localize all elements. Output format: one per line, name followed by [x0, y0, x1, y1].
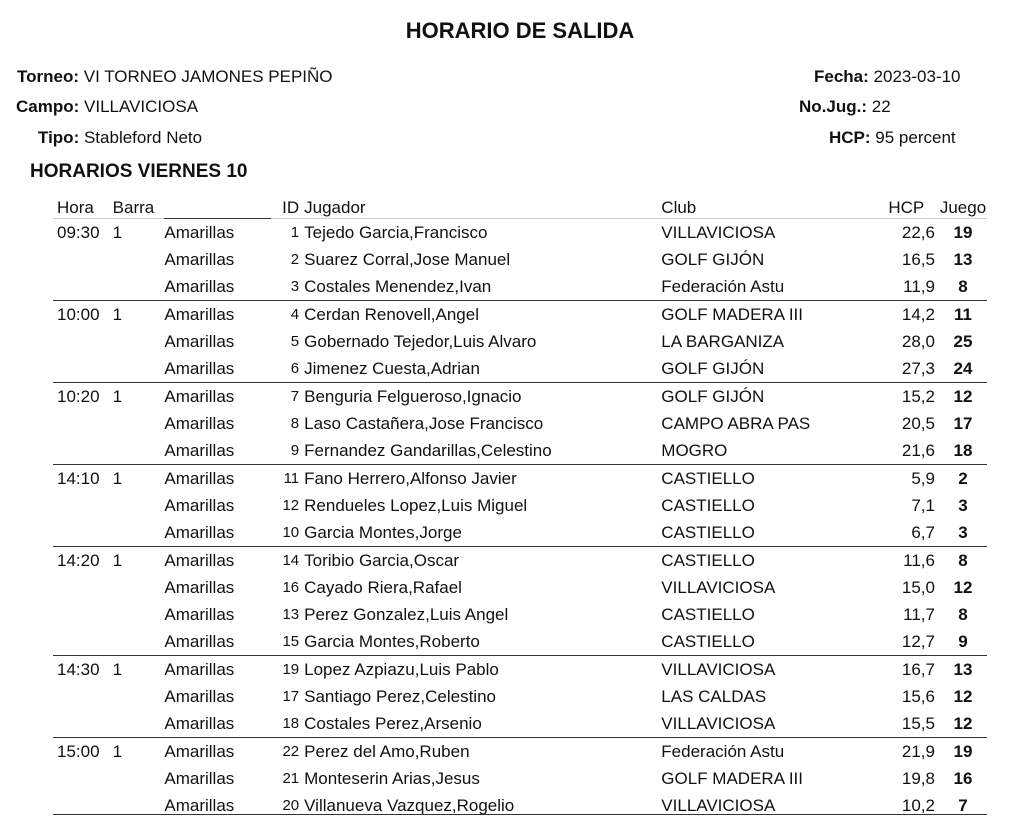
player-tee: Amarillas: [164, 631, 235, 651]
player-tee: Amarillas: [164, 249, 235, 269]
table-row: [53, 383, 987, 411]
group-hora: [53, 765, 113, 792]
player-name: Suarez Corral,Jose Manuel: [304, 249, 511, 269]
campo-field: [16, 97, 198, 117]
group-hora: [53, 574, 113, 601]
player-tee: Amarillas: [164, 358, 235, 378]
player-id: 8: [290, 415, 300, 432]
table-row: [53, 765, 987, 792]
player-tee: Amarillas: [164, 656, 271, 684]
player-tee: Amarillas: [164, 522, 235, 542]
group-hora: [53, 437, 113, 465]
group-hora: 15:00: [53, 738, 113, 766]
player-id: 3: [290, 278, 300, 295]
player-id: 12: [282, 497, 300, 514]
player-tee: Amarillas: [164, 686, 235, 706]
player-hcp: 15,2: [878, 383, 939, 411]
table-row: [53, 710, 987, 738]
player-tee: Amarillas: [164, 276, 235, 296]
group-barra: [113, 710, 165, 738]
player-juego: 12: [939, 383, 987, 411]
player-club: CAMPO ABRA PAS: [661, 413, 811, 433]
player-hcp: 15,6: [901, 686, 935, 706]
fecha-label: Fecha:: [814, 67, 869, 86]
table-row: [53, 328, 987, 355]
group-barra: [113, 246, 165, 273]
group-barra: [113, 355, 165, 383]
table-row: [53, 656, 987, 684]
table-row: [53, 601, 987, 628]
col-hora: Hora: [53, 194, 113, 219]
col-tee: [164, 194, 271, 219]
player-name: Tejedo Garcia,Francisco: [304, 219, 661, 247]
player-tee: Amarillas: [164, 577, 235, 597]
group-barra: [113, 683, 165, 710]
player-juego: 13: [953, 249, 973, 269]
col-barra: Barra: [113, 194, 165, 219]
player-id: 5: [290, 333, 300, 350]
player-club: CASTIELLO: [661, 631, 755, 651]
player-name: Gobernado Tejedor,Luis Alvaro: [304, 331, 537, 351]
group-hora: [53, 683, 113, 710]
nojug-label: No.Jug.:: [799, 97, 867, 116]
player-id: 9: [290, 442, 300, 459]
player-name: Garcia Montes,Roberto: [304, 631, 480, 651]
player-tee: Amarillas: [164, 768, 235, 788]
player-tee: Amarillas: [164, 331, 235, 351]
group-hora: [53, 410, 113, 437]
player-tee: Amarillas: [164, 413, 235, 433]
player-juego: 8: [939, 547, 987, 575]
group-hora: [53, 710, 113, 738]
player-hcp: 15,0: [901, 577, 935, 597]
player-id: 11: [271, 465, 304, 493]
player-club: VILLAVICIOSA: [661, 656, 877, 684]
player-name: Monteserin Arias,Jesus: [304, 768, 480, 788]
group-barra: [113, 574, 165, 601]
player-juego: 24: [953, 358, 973, 378]
group-barra: [113, 328, 165, 355]
group-hora: 10:00: [53, 301, 113, 329]
torneo-label: Torneo:: [17, 67, 80, 86]
table-row: [53, 246, 987, 273]
player-name: Lopez Azpiazu,Luis Pablo: [304, 656, 661, 684]
campo-label: Campo:: [16, 97, 80, 116]
player-juego: 3: [958, 495, 968, 515]
player-hcp: 22,6: [878, 219, 939, 247]
table-row: [53, 547, 987, 575]
hcp-label: HCP:: [829, 128, 871, 147]
fecha-field: [814, 67, 961, 87]
player-club: Federación Astu: [661, 276, 785, 296]
table-row: [53, 410, 987, 437]
group-hora: [53, 601, 113, 628]
group-barra: 1: [113, 465, 165, 493]
player-name: Laso Castañera,Jose Francisco: [304, 413, 544, 433]
player-tee: Amarillas: [164, 465, 271, 493]
player-id: 6: [290, 360, 300, 377]
player-club: CASTIELLO: [661, 604, 755, 624]
player-juego: 9: [958, 631, 968, 651]
table-row: [53, 492, 987, 519]
player-tee: Amarillas: [164, 301, 271, 329]
player-hcp: 15,5: [901, 713, 935, 733]
table-row: [53, 683, 987, 710]
player-juego: 2: [939, 465, 987, 493]
player-name: Fernandez Gandarillas,Celestino: [304, 440, 552, 460]
player-juego: 12: [953, 713, 973, 733]
group-hora: 14:20: [53, 547, 113, 575]
player-name: Perez del Amo,Ruben: [304, 738, 661, 766]
player-id: 1: [271, 219, 304, 247]
group-barra: [113, 601, 165, 628]
player-tee: Amarillas: [164, 219, 271, 247]
player-name: Cerdan Renovell,Angel: [304, 301, 661, 329]
col-club: Club: [661, 194, 877, 219]
player-hcp: 21,6: [901, 440, 935, 460]
group-hora: 09:30: [53, 219, 113, 247]
group-barra: 1: [113, 383, 165, 411]
player-club: GOLF GIJÓN: [661, 249, 765, 269]
player-club: CASTIELLO: [661, 495, 755, 515]
player-juego: 19: [939, 738, 987, 766]
table-row: [53, 437, 987, 465]
player-name: Rendueles Lopez,Luis Miguel: [304, 495, 528, 515]
player-juego: 12: [953, 577, 973, 597]
player-hcp: 28,0: [901, 331, 935, 351]
group-barra: 1: [113, 738, 165, 766]
player-club: CASTIELLO: [661, 547, 877, 575]
player-club: VILLAVICIOSA: [661, 795, 776, 815]
hcp-value: 95 percent: [875, 128, 956, 147]
player-name: Benguria Felgueroso,Ignacio: [304, 383, 661, 411]
player-juego: 18: [953, 440, 973, 460]
player-id: 7: [271, 383, 304, 411]
player-id: 18: [282, 715, 300, 732]
player-hcp: 16,7: [878, 656, 939, 684]
player-hcp: 20,5: [901, 413, 935, 433]
player-id: 19: [271, 656, 304, 684]
player-id: 14: [271, 547, 304, 575]
col-juego: Juego: [939, 194, 987, 219]
player-club: CASTIELLO: [661, 522, 755, 542]
group-barra: [113, 519, 165, 547]
player-club: GOLF MADERA III: [661, 301, 877, 329]
hcp-field: [829, 128, 956, 148]
player-name: Toribio Garcia,Oscar: [304, 547, 661, 575]
player-hcp: 19,8: [901, 768, 935, 788]
table-row: [53, 355, 987, 383]
group-barra: 1: [113, 547, 165, 575]
player-name: Fano Herrero,Alfonso Javier: [304, 465, 661, 493]
player-juego: 12: [953, 686, 973, 706]
player-club: VILLAVICIOSA: [661, 577, 776, 597]
player-juego: 17: [953, 413, 973, 433]
player-club: VILLAVICIOSA: [661, 219, 877, 247]
player-club: GOLF MADERA III: [661, 768, 803, 788]
group-hora: [53, 246, 113, 273]
group-barra: 1: [113, 219, 165, 247]
player-tee: Amarillas: [164, 738, 271, 766]
group-hora: [53, 492, 113, 519]
player-juego: 3: [958, 522, 968, 542]
player-juego: 25: [953, 331, 973, 351]
group-hora: [53, 355, 113, 383]
player-hcp: 27,3: [901, 358, 935, 378]
player-club: LAS CALDAS: [661, 686, 767, 706]
player-tee: Amarillas: [164, 547, 271, 575]
player-juego: 19: [939, 219, 987, 247]
group-hora: [53, 328, 113, 355]
player-tee: Amarillas: [164, 604, 235, 624]
nojug-field: [799, 97, 891, 117]
table-row: [53, 219, 987, 247]
player-club: GOLF GIJÓN: [661, 383, 877, 411]
player-juego: 7: [958, 795, 968, 815]
tee-times-table: [53, 194, 987, 819]
player-juego: 13: [939, 656, 987, 684]
section-title: HORARIOS VIERNES 10: [30, 161, 248, 182]
page-title: HORARIO DE SALIDA: [405, 18, 635, 43]
player-id: 4: [271, 301, 304, 329]
player-name: Jimenez Cuesta,Adrian: [304, 358, 480, 378]
player-hcp: 7,1: [911, 495, 935, 515]
table-row: [53, 628, 987, 656]
group-barra: [113, 628, 165, 656]
player-hcp: 12,7: [901, 631, 935, 651]
player-hcp: 10,2: [901, 795, 935, 815]
player-id: 13: [282, 606, 300, 623]
tipo-field: [38, 128, 202, 148]
player-hcp: 6,7: [911, 522, 935, 542]
player-tee: Amarillas: [164, 795, 235, 815]
group-barra: [113, 437, 165, 465]
player-id: 16: [282, 579, 300, 596]
player-hcp: 21,9: [878, 738, 939, 766]
table-row: [53, 273, 987, 301]
group-barra: [113, 410, 165, 437]
player-id: 21: [282, 770, 300, 787]
group-hora: 14:30: [53, 656, 113, 684]
group-barra: [113, 765, 165, 792]
group-hora: 14:10: [53, 465, 113, 493]
player-hcp: 16,5: [901, 249, 935, 269]
player-hcp: 14,2: [878, 301, 939, 329]
player-club: Federación Astu: [661, 738, 877, 766]
nojug-value: 22: [871, 97, 891, 116]
tipo-label: Tipo:: [38, 128, 80, 147]
col-hcp: HCP: [878, 194, 939, 219]
player-name: Villanueva Vazquez,Rogelio: [304, 795, 515, 815]
player-id: 17: [282, 688, 300, 705]
torneo-value: VI TORNEO JAMONES PEPIÑO: [83, 67, 333, 86]
table-row: [53, 574, 987, 601]
player-hcp: 11,7: [903, 604, 935, 624]
player-name: Costales Perez,Arsenio: [304, 713, 482, 733]
table-row: [53, 301, 987, 329]
player-juego: 8: [958, 604, 968, 624]
player-id: 20: [282, 797, 300, 814]
col-jugador: Jugador: [304, 194, 661, 219]
table-row: [53, 738, 987, 766]
player-juego: 16: [953, 768, 973, 788]
table-bottom-rule: [53, 814, 987, 815]
player-hcp: 5,9: [878, 465, 939, 493]
player-tee: Amarillas: [164, 713, 235, 733]
player-name: Garcia Montes,Jorge: [304, 522, 462, 542]
player-club: LA BARGANIZA: [661, 331, 785, 351]
player-id: 22: [271, 738, 304, 766]
player-club: MOGRO: [661, 440, 728, 460]
player-name: Santiago Perez,Celestino: [304, 686, 496, 706]
group-barra: 1: [113, 656, 165, 684]
group-barra: 1: [113, 301, 165, 329]
player-tee: Amarillas: [164, 383, 271, 411]
table-row: [53, 465, 987, 493]
player-name: Costales Menendez,Ivan: [304, 276, 492, 296]
player-name: Cayado Riera,Rafael: [304, 577, 462, 597]
player-juego: 11: [939, 301, 987, 329]
col-id: ID: [271, 194, 304, 219]
group-hora: [53, 519, 113, 547]
player-name: Perez Gonzalez,Luis Angel: [304, 604, 509, 624]
torneo-field: [17, 67, 333, 87]
table-header-row: [53, 194, 987, 219]
group-barra: [113, 492, 165, 519]
player-id: 10: [282, 524, 300, 541]
campo-value: VILLAVICIOSA: [84, 97, 199, 116]
tipo-value: Stableford Neto: [83, 128, 203, 147]
player-id: 15: [282, 633, 300, 650]
player-hcp: 11,9: [903, 276, 935, 296]
group-barra: [113, 273, 165, 301]
player-tee: Amarillas: [164, 440, 235, 460]
player-club: GOLF GIJÓN: [661, 358, 765, 378]
player-hcp: 11,6: [878, 547, 939, 575]
group-hora: 10:20: [53, 383, 113, 411]
player-tee: Amarillas: [164, 495, 235, 515]
group-hora: [53, 273, 113, 301]
player-juego: 8: [958, 276, 968, 296]
group-hora: [53, 628, 113, 656]
player-club: VILLAVICIOSA: [661, 713, 776, 733]
player-id: 2: [290, 251, 300, 268]
player-club: CASTIELLO: [661, 465, 877, 493]
fecha-value: 2023-03-10: [873, 67, 961, 86]
table-row: [53, 519, 987, 547]
